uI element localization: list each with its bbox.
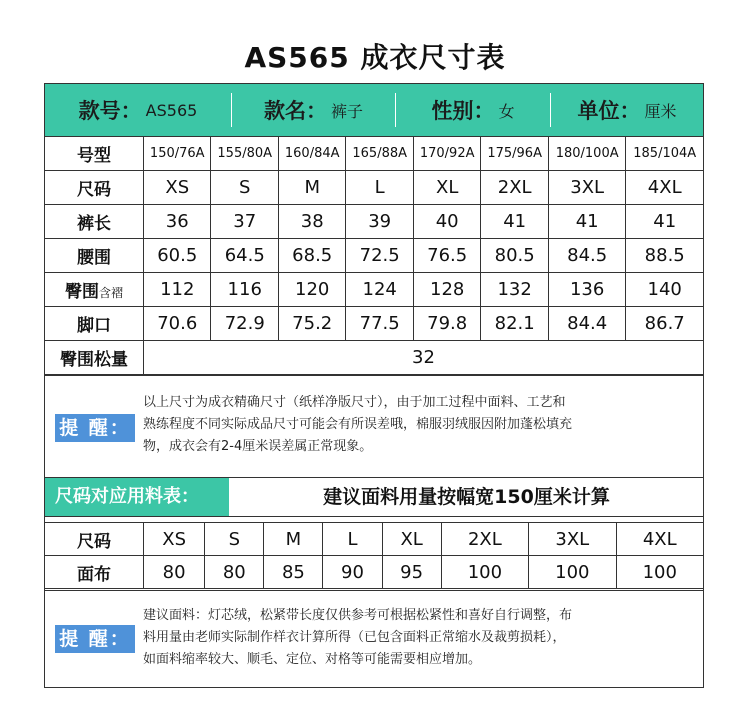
notice-2 xyxy=(45,590,703,688)
size-cell: 72.5 xyxy=(346,239,413,273)
size-cell: 132 xyxy=(481,273,548,307)
fabric-size-cell: XS xyxy=(144,523,205,556)
size-cell: 170/92A xyxy=(413,137,480,171)
fabric-size-row xyxy=(45,523,704,556)
notice-2-line: 建议面料：灯芯绒，松紧带长度仅供参考可根据松紧性和喜好自行调整，布 xyxy=(143,608,573,623)
style-no-label: 款号： xyxy=(78,99,142,123)
notice-1-badge: 提 醒： xyxy=(55,414,135,442)
size-cell: 150/76A xyxy=(144,137,211,171)
style-no-cell xyxy=(45,84,231,136)
size-table-row xyxy=(45,171,704,205)
size-cell: 2XL xyxy=(481,171,548,205)
notice-2-text xyxy=(143,605,699,671)
fabric-size-label: 尺码 xyxy=(45,523,144,556)
size-cell: 128 xyxy=(413,273,480,307)
size-cell: 60.5 xyxy=(144,239,211,273)
size-cell: 86.7 xyxy=(626,307,704,341)
fabric-amount-label: 面布 xyxy=(45,556,144,589)
style-name-value: 裤子 xyxy=(330,101,363,121)
size-cell: 68.5 xyxy=(278,239,345,273)
size-cell: 64.5 xyxy=(211,239,278,273)
size-cell: 36 xyxy=(144,205,211,239)
size-cell: 41 xyxy=(626,205,704,239)
size-cell: 70.6 xyxy=(144,307,211,341)
size-cell: 80.5 xyxy=(481,239,548,273)
fabric-amount-cell: 100 xyxy=(441,556,528,589)
style-name-label: 款名： xyxy=(263,99,327,123)
size-cell: S xyxy=(211,171,278,205)
notice-1-line: 以上尺寸为成衣精确尺寸（纸样净版尺寸），由于加工过程中面料、工艺和 xyxy=(143,395,566,410)
info-header xyxy=(45,84,703,136)
size-row-label-text: 脚口 xyxy=(77,316,111,336)
gender-value: 女 xyxy=(498,101,515,121)
size-chart-frame xyxy=(44,83,704,688)
size-cell: 155/80A xyxy=(211,137,278,171)
size-cell: 185/104A xyxy=(626,137,704,171)
size-cell: 88.5 xyxy=(626,239,704,273)
size-cell: XS xyxy=(144,171,211,205)
fabric-size-cell: L xyxy=(323,523,382,556)
size-cell: 112 xyxy=(144,273,211,307)
size-row-label-text: 号型 xyxy=(77,146,111,166)
size-cell: 72.9 xyxy=(211,307,278,341)
fabric-size-cell: XL xyxy=(382,523,441,556)
fabric-section-title: 建议面料用量按幅宽150厘米计算 xyxy=(323,486,610,508)
fabric-amount-cell: 100 xyxy=(616,556,703,589)
size-cell: 120 xyxy=(278,273,345,307)
fabric-amount-cell: 95 xyxy=(382,556,441,589)
notice-2-badge: 提 醒： xyxy=(55,625,135,653)
size-cell: 37 xyxy=(211,205,278,239)
size-cell: 175/96A xyxy=(481,137,548,171)
size-table xyxy=(44,136,704,375)
size-cell: 4XL xyxy=(626,171,704,205)
gender-label: 性别： xyxy=(431,99,495,123)
fabric-amount-cell: 85 xyxy=(264,556,323,589)
size-row-label xyxy=(45,273,144,307)
size-cell: 40 xyxy=(413,205,480,239)
size-cell: 84.4 xyxy=(548,307,626,341)
fabric-amount-cell: 80 xyxy=(144,556,205,589)
fabric-amount-row xyxy=(45,556,704,589)
size-cell: 79.8 xyxy=(413,307,480,341)
size-table-row xyxy=(45,273,704,307)
size-row-label xyxy=(45,239,144,273)
size-cell: 136 xyxy=(548,273,626,307)
size-cell: 84.5 xyxy=(548,239,626,273)
size-row-label xyxy=(45,307,144,341)
fabric-amount-cell: 90 xyxy=(323,556,382,589)
size-cell: 3XL xyxy=(548,171,626,205)
fabric-table xyxy=(44,522,704,589)
fabric-size-cell: S xyxy=(205,523,264,556)
size-cell: 39 xyxy=(346,205,413,239)
size-cell: M xyxy=(278,171,345,205)
size-table-row xyxy=(45,205,704,239)
notice-1 xyxy=(45,375,703,478)
size-row-label xyxy=(45,171,144,205)
size-cell: 41 xyxy=(481,205,548,239)
size-table-row xyxy=(45,239,704,273)
fabric-amount-cell: 100 xyxy=(529,556,616,589)
unit-cell xyxy=(551,84,703,136)
fabric-size-cell: M xyxy=(264,523,323,556)
fabric-section-header xyxy=(45,477,703,517)
size-cell: XL xyxy=(413,171,480,205)
fabric-section-tag: 尺码对应用料表： xyxy=(45,478,229,516)
size-row-label-note: 含褶 xyxy=(98,286,123,300)
size-table-row xyxy=(45,307,704,341)
size-row-label xyxy=(45,137,144,171)
size-cell: 41 xyxy=(548,205,626,239)
size-cell: 38 xyxy=(278,205,345,239)
size-cell: 76.5 xyxy=(413,239,480,273)
fabric-amount-cell: 80 xyxy=(205,556,264,589)
unit-label: 单位： xyxy=(577,99,641,123)
style-name-cell xyxy=(232,84,395,136)
size-cell: 82.1 xyxy=(481,307,548,341)
size-table-row xyxy=(45,137,704,171)
gender-cell xyxy=(396,84,550,136)
size-row-label xyxy=(45,205,144,239)
unit-value: 厘米 xyxy=(644,101,677,121)
notice-1-text xyxy=(143,392,699,458)
ease-label: 臀围松量 xyxy=(45,341,144,375)
size-cell: 77.5 xyxy=(346,307,413,341)
size-row-label-text: 裤长 xyxy=(77,214,111,234)
notice-2-line: 料用量由老师实际制作样衣计算所得（已包含面料正常缩水及裁剪损耗）， xyxy=(143,630,566,645)
size-cell: 75.2 xyxy=(278,307,345,341)
notice-1-line: 熟练程度不同实际成品尺寸可能会有所误差哦，棉服羽绒服因附加蓬松填充 xyxy=(143,417,573,432)
size-cell: 116 xyxy=(211,273,278,307)
style-no-value: AS565 xyxy=(145,100,198,120)
size-cell: 140 xyxy=(626,273,704,307)
size-row-label-text: 腰围 xyxy=(77,248,111,268)
size-cell: 180/100A xyxy=(548,137,626,171)
size-cell: 124 xyxy=(346,273,413,307)
size-cell: L xyxy=(346,171,413,205)
size-cell: 165/88A xyxy=(346,137,413,171)
size-cell: 160/84A xyxy=(278,137,345,171)
size-row-label-text: 尺码 xyxy=(77,180,111,200)
fabric-size-cell: 2XL xyxy=(441,523,528,556)
fabric-size-cell: 3XL xyxy=(529,523,616,556)
notice-1-line: 物，成衣会有2-4厘米误差属正常现象。 xyxy=(143,439,373,454)
notice-2-line: 如面料缩率较大、顺毛、定位、对格等可能需要相应增加。 xyxy=(143,652,482,667)
ease-row xyxy=(45,341,704,375)
fabric-size-cell: 4XL xyxy=(616,523,703,556)
size-row-label-text: 臀围 xyxy=(64,282,99,302)
ease-value: 32 xyxy=(144,341,704,375)
page-title: AS565 成衣尺寸表 xyxy=(244,41,506,74)
